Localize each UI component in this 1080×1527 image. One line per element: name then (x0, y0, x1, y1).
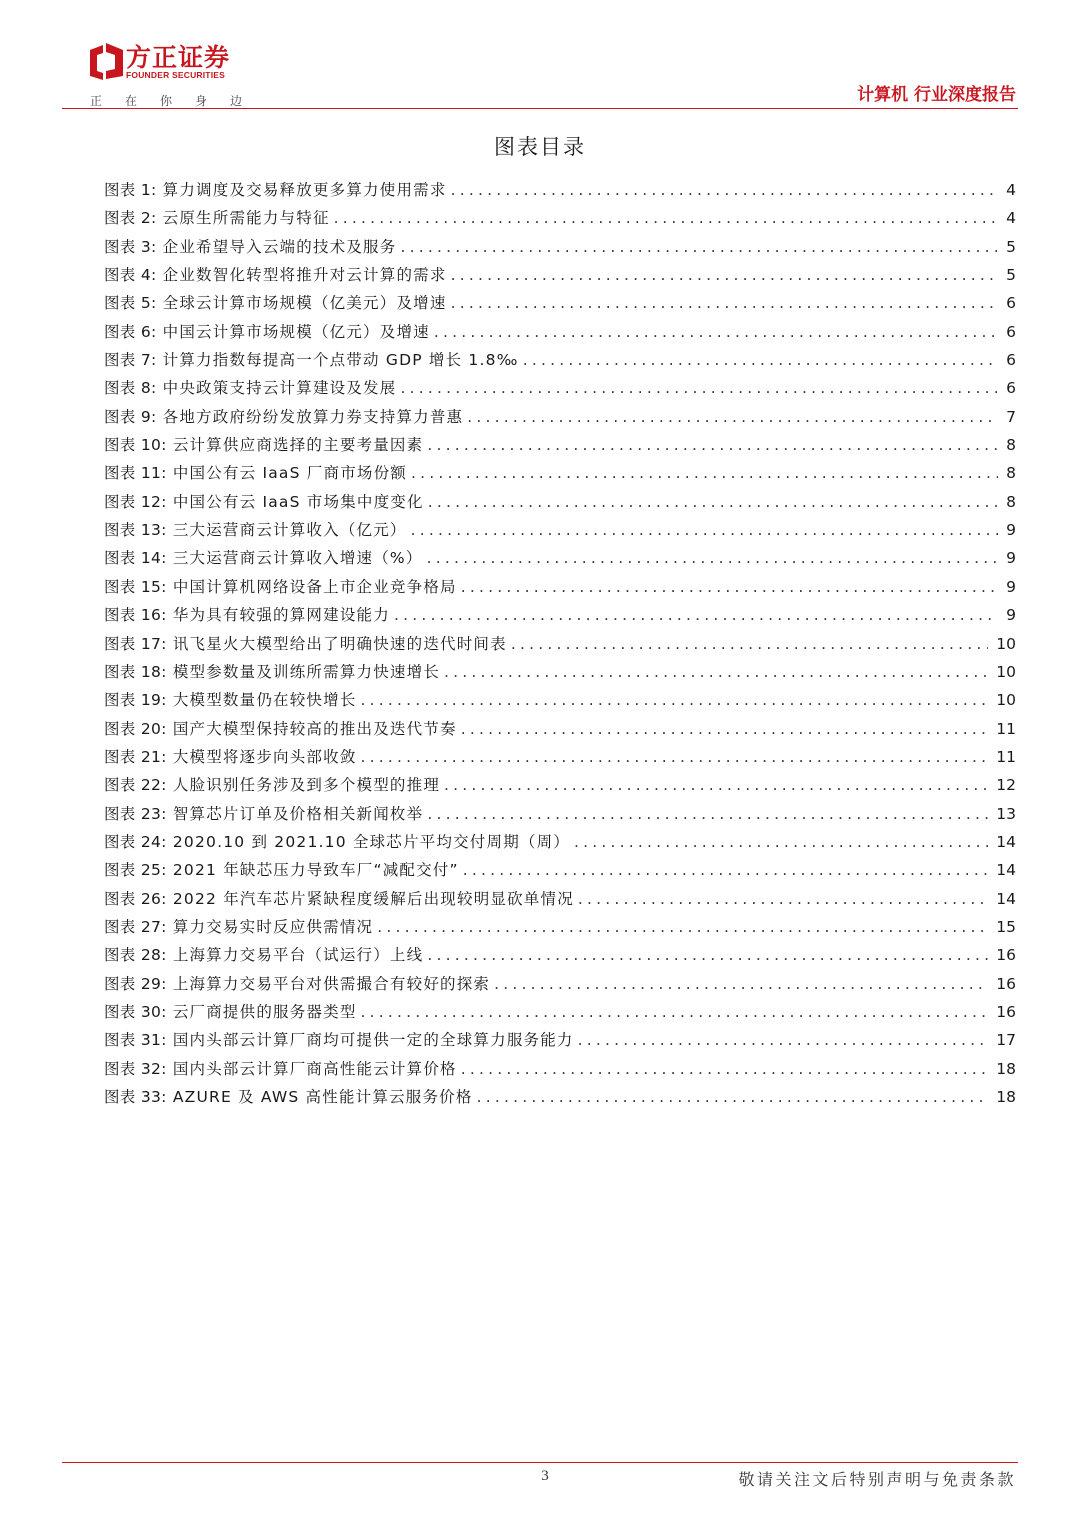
toc-item-page: 11 (996, 747, 1016, 766)
toc-item-page: 6 (1006, 322, 1016, 341)
toc-item-label (104, 488, 424, 516)
toc-item[interactable] (104, 715, 1016, 743)
toc-item-label (104, 318, 430, 346)
toc-item-page: 11 (996, 719, 1016, 738)
toc-item-page: 4 (1006, 181, 1016, 199)
toc-item-title: 中央政策支持云计算建设及发展 (162, 379, 397, 398)
report-type: 计算机 行业深度报告 (857, 85, 1016, 105)
toc-leader-dots (463, 856, 989, 884)
toc-item-page: 9 (1006, 577, 1016, 596)
disclaimer-text: 敬请关注文后特别声明与免责条款 (738, 1470, 1016, 1489)
page-number: 3 (541, 1468, 549, 1484)
toc-leader-dots (400, 233, 998, 261)
toc-item[interactable] (104, 346, 1016, 374)
toc-item-title: 企业数智化转型将推升对云计算的需求 (162, 266, 447, 285)
toc-leader-dots (461, 1055, 989, 1083)
toc-item-label (104, 941, 423, 969)
toc-item-title: 算力调度及交易释放更多算力使用需求 (162, 181, 447, 199)
toc-leader-dots (427, 544, 998, 572)
toc-leader-dots (461, 573, 998, 601)
toc-item[interactable] (104, 261, 1016, 289)
toc-item-page: 10 (996, 634, 1016, 653)
toc-item-title: 2020.10 到 2021.10 全球芯片平均交付周期（周） (172, 832, 571, 851)
toc-item-number: 图表 22: (104, 776, 167, 795)
toc-item-number: 图表 25: (104, 861, 167, 880)
toc-item[interactable] (104, 374, 1016, 402)
toc-item-number: 图表 1: (104, 181, 157, 199)
toc-item-title: 计算力指数每提高一个点带动 GDP 增长 1.8‰ (162, 351, 519, 370)
toc-item-number: 图表 24: (104, 832, 167, 851)
toc-leader-dots (361, 998, 989, 1026)
toc-item-title: 模型参数量及训练所需算力快速增长 (172, 662, 441, 681)
toc-item-page: 16 (996, 946, 1016, 965)
toc-item[interactable] (104, 431, 1016, 459)
company-logo (86, 38, 266, 110)
toc-item[interactable] (104, 970, 1016, 998)
toc-item-title: 算力交易实时反应供需情况 (172, 917, 374, 936)
toc-item-number: 图表 29: (104, 974, 167, 993)
toc-item-label (104, 913, 373, 941)
toc-item-number: 图表 14: (104, 549, 167, 568)
toc-item-page: 10 (996, 662, 1016, 681)
toc-item-number: 图表 26: (104, 889, 167, 908)
toc-item[interactable] (104, 289, 1016, 317)
toc-item[interactable] (104, 403, 1016, 431)
toc-item[interactable] (104, 941, 1016, 969)
toc-item-label (104, 233, 396, 261)
toc-item-title: 云原生所需能力与特征 (162, 209, 330, 228)
toc-item[interactable] (104, 233, 1016, 261)
toc-item-number: 图表 15: (104, 577, 167, 596)
toc-item-label (104, 715, 457, 743)
toc-leader-dots (578, 1026, 989, 1054)
toc-item-page: 15 (996, 917, 1016, 936)
founder-logo-icon (86, 40, 126, 82)
toc-item-page: 16 (996, 1002, 1016, 1021)
toc-item-title: 上海算力交易平台对供需撮合有较好的探索 (172, 974, 491, 993)
toc-item[interactable] (104, 1083, 1016, 1111)
toc-item[interactable] (104, 1026, 1016, 1054)
toc-item-number: 图表 2: (104, 209, 157, 228)
toc-item-title: 大模型将逐步向头部收敛 (172, 747, 357, 766)
toc-item-number: 图表 7: (104, 351, 157, 370)
toc-leader-dots (427, 800, 988, 828)
toc-item-number: 图表 31: (104, 1031, 167, 1050)
toc-leader-dots (574, 828, 988, 856)
toc-item-title: 人脸识别任务涉及到多个模型的推理 (172, 776, 441, 795)
logo-chinese-name: 方正证券 (126, 43, 231, 72)
toc-item-title: 云计算供应商选择的主要考量因素 (172, 436, 424, 455)
toc-item[interactable] (104, 658, 1016, 686)
toc-item[interactable] (104, 573, 1016, 601)
toc-item-number: 图表 19: (104, 691, 167, 710)
toc-leader-dots (361, 686, 989, 714)
toc-item-page: 14 (996, 889, 1016, 908)
toc-item-number: 图表 6: (104, 322, 157, 341)
toc-item-title: 2022 年汽车芯片紧缺程度缓解后出现较明显砍单情况 (172, 889, 574, 908)
toc-item-label (104, 601, 390, 629)
toc-item-label (104, 970, 490, 998)
toc-item-page: 5 (1006, 237, 1016, 256)
toc-item-label (104, 544, 423, 572)
toc-item-title: 讯飞星火大模型给出了明确快速的迭代时间表 (172, 634, 507, 653)
toc-item-label (104, 1026, 574, 1054)
toc-item-label (104, 743, 357, 771)
toc-leader-dots (377, 913, 988, 941)
toc-item-number: 图表 8: (104, 379, 157, 398)
toc-item-title: 上海算力交易平台（试运行）上线 (172, 946, 424, 965)
toc-item-label (104, 630, 507, 658)
toc-item-number: 图表 21: (104, 747, 167, 766)
toc-item-page: 16 (996, 974, 1016, 993)
toc-item-title: 大模型数量仍在较快增长 (172, 691, 357, 710)
toc-item-label (104, 459, 407, 487)
toc-item[interactable] (104, 318, 1016, 346)
toc-item-page: 5 (1006, 266, 1016, 285)
toc-item-page: 9 (1006, 521, 1016, 540)
toc-item-page: 8 (1006, 492, 1016, 511)
toc-item-page: 12 (996, 776, 1016, 795)
toc-leader-dots (400, 374, 998, 402)
toc-item[interactable] (104, 516, 1016, 544)
toc-item-page: 17 (996, 1031, 1016, 1050)
toc-leader-dots (428, 488, 998, 516)
toc-leader-dots (411, 459, 998, 487)
toc-item-number: 图表 33: (104, 1088, 167, 1106)
logo-english-name: FOUNDER SECURITIES (126, 70, 225, 80)
toc-item-label (104, 431, 423, 459)
toc-item-label (104, 828, 570, 856)
toc-leader-dots (578, 885, 988, 913)
toc-item-number: 图表 9: (104, 407, 157, 426)
toc-item-label (104, 204, 330, 232)
toc-item-number: 图表 12: (104, 492, 167, 511)
toc-item-title: 智算芯片订单及价格相关新闻枚举 (172, 804, 424, 823)
toc-item-label (104, 856, 459, 884)
toc-item-title: 各地方政府纷纷发放算力券支持算力普惠 (162, 407, 464, 426)
toc-item-number: 图表 17: (104, 634, 167, 653)
toc-item-number: 图表 28: (104, 946, 167, 965)
toc-item-label (104, 176, 447, 204)
toc-item-title: 中国公有云 IaaS 市场集中度变化 (172, 492, 424, 511)
toc-leader-dots (451, 261, 998, 289)
toc-item-title: 中国公有云 IaaS 厂商市场份额 (172, 464, 407, 483)
toc-leader-dots (444, 658, 988, 686)
toc-item-page: 4 (1006, 209, 1016, 228)
toc-item-label (104, 374, 396, 402)
toc-item-page: 10 (996, 691, 1016, 710)
toc-item-title: 云厂商提供的服务器类型 (172, 1002, 357, 1021)
toc-item-label (104, 800, 423, 828)
toc-item-label (104, 516, 407, 544)
toc-leader-dots (523, 346, 998, 374)
toc-leader-dots (477, 1083, 989, 1111)
toc-item-page: 8 (1006, 436, 1016, 455)
toc-item-number: 图表 16: (104, 606, 167, 625)
toc-leader-dots (511, 630, 988, 658)
toc-item[interactable] (104, 1055, 1016, 1083)
toc-leader-dots (427, 431, 998, 459)
toc-item-label (104, 346, 519, 374)
toc-item-page: 13 (996, 804, 1016, 823)
toc-item-page: 9 (1006, 549, 1016, 568)
toc-item[interactable] (104, 630, 1016, 658)
toc-item-label (104, 998, 357, 1026)
toc-item-page: 14 (996, 832, 1016, 851)
toc-item-number: 图表 3: (104, 237, 157, 256)
toc-item-title: AZURE 及 AWS 高性能计算云服务价格 (172, 1088, 473, 1106)
header-divider (62, 108, 1018, 109)
toc-leader-dots (334, 204, 998, 232)
toc-item[interactable] (104, 913, 1016, 941)
toc-item[interactable] (104, 885, 1016, 913)
toc-item-label (104, 1055, 457, 1083)
toc-title: 图表目录 (494, 135, 586, 159)
toc-leader-dots (494, 970, 988, 998)
toc-item-label (104, 686, 357, 714)
toc-item[interactable] (104, 771, 1016, 799)
toc-list (104, 176, 1016, 1111)
toc-item[interactable] (104, 601, 1016, 629)
toc-item[interactable] (104, 459, 1016, 487)
toc-item-number: 图表 32: (104, 1059, 167, 1078)
toc-item-number: 图表 4: (104, 266, 157, 285)
footer-divider (62, 1462, 1018, 1463)
toc-item-page: 6 (1006, 379, 1016, 398)
toc-item-label (104, 771, 440, 799)
toc-item[interactable] (104, 828, 1016, 856)
toc-item[interactable] (104, 488, 1016, 516)
toc-item-page: 18 (996, 1059, 1016, 1078)
toc-leader-dots (461, 715, 989, 743)
toc-leader-dots (451, 176, 998, 204)
toc-item-number: 图表 13: (104, 521, 167, 540)
toc-item-title: 国产大模型保持较高的推出及迭代节奏 (172, 719, 457, 738)
toc-leader-dots (444, 771, 988, 799)
toc-item-number: 图表 11: (104, 464, 167, 483)
toc-item-number: 图表 18: (104, 662, 167, 681)
toc-item[interactable] (104, 743, 1016, 771)
toc-item-label (104, 1083, 473, 1111)
toc-item-title: 2021 年缺芯压力导致车厂“减配交付” (172, 861, 459, 880)
toc-item-number: 图表 20: (104, 719, 167, 738)
toc-item-title: 国内头部云计算厂商均可提供一定的全球算力服务能力 (172, 1031, 574, 1050)
toc-item[interactable] (104, 856, 1016, 884)
toc-leader-dots (434, 318, 998, 346)
toc-leader-dots (411, 516, 998, 544)
toc-item[interactable] (104, 176, 1016, 204)
toc-item[interactable] (104, 544, 1016, 572)
toc-item-page: 8 (1006, 464, 1016, 483)
toc-item[interactable] (104, 204, 1016, 232)
toc-item-title: 中国计算机网络设备上市企业竞争格局 (172, 577, 457, 596)
toc-item-title: 企业希望导入云端的技术及服务 (162, 237, 397, 256)
toc-leader-dots (394, 601, 998, 629)
toc-leader-dots (427, 941, 988, 969)
toc-leader-dots (361, 743, 989, 771)
toc-item-label (104, 403, 463, 431)
toc-item-title: 中国云计算市场规模（亿元）及增速 (162, 322, 430, 341)
toc-item-label (104, 658, 440, 686)
toc-item-title: 三大运营商云计算收入增速（%） (172, 549, 423, 568)
toc-item-page: 14 (996, 861, 1016, 880)
toc-item-number: 图表 27: (104, 917, 167, 936)
toc-item[interactable] (104, 686, 1016, 714)
toc-item-title: 国内头部云计算厂商高性能云计算价格 (172, 1059, 457, 1078)
toc-item-number: 图表 10: (104, 436, 167, 455)
toc-item-label (104, 289, 447, 317)
toc-item-page: 18 (996, 1088, 1016, 1106)
toc-leader-dots (451, 289, 998, 317)
toc-item-page: 6 (1006, 351, 1016, 370)
toc-item-number: 图表 30: (104, 1002, 167, 1021)
toc-item-page: 9 (1006, 606, 1016, 625)
toc-item-title: 全球云计算市场规模（亿美元）及增速 (162, 294, 447, 313)
toc-item[interactable] (104, 998, 1016, 1026)
toc-item-page: 6 (1006, 294, 1016, 313)
toc-item-number: 图表 5: (104, 294, 157, 313)
toc-item-title: 三大运营商云计算收入（亿元） (172, 521, 407, 540)
toc-item-label (104, 885, 574, 913)
toc-item[interactable] (104, 800, 1016, 828)
toc-item-label (104, 573, 457, 601)
company-slogan: 正在你身边 (90, 94, 266, 108)
toc-item-title: 华为具有较强的算网建设能力 (172, 606, 390, 625)
toc-item-number: 图表 23: (104, 804, 167, 823)
toc-item-label (104, 261, 447, 289)
toc-leader-dots (467, 403, 998, 431)
toc-item-page: 7 (1006, 407, 1016, 426)
